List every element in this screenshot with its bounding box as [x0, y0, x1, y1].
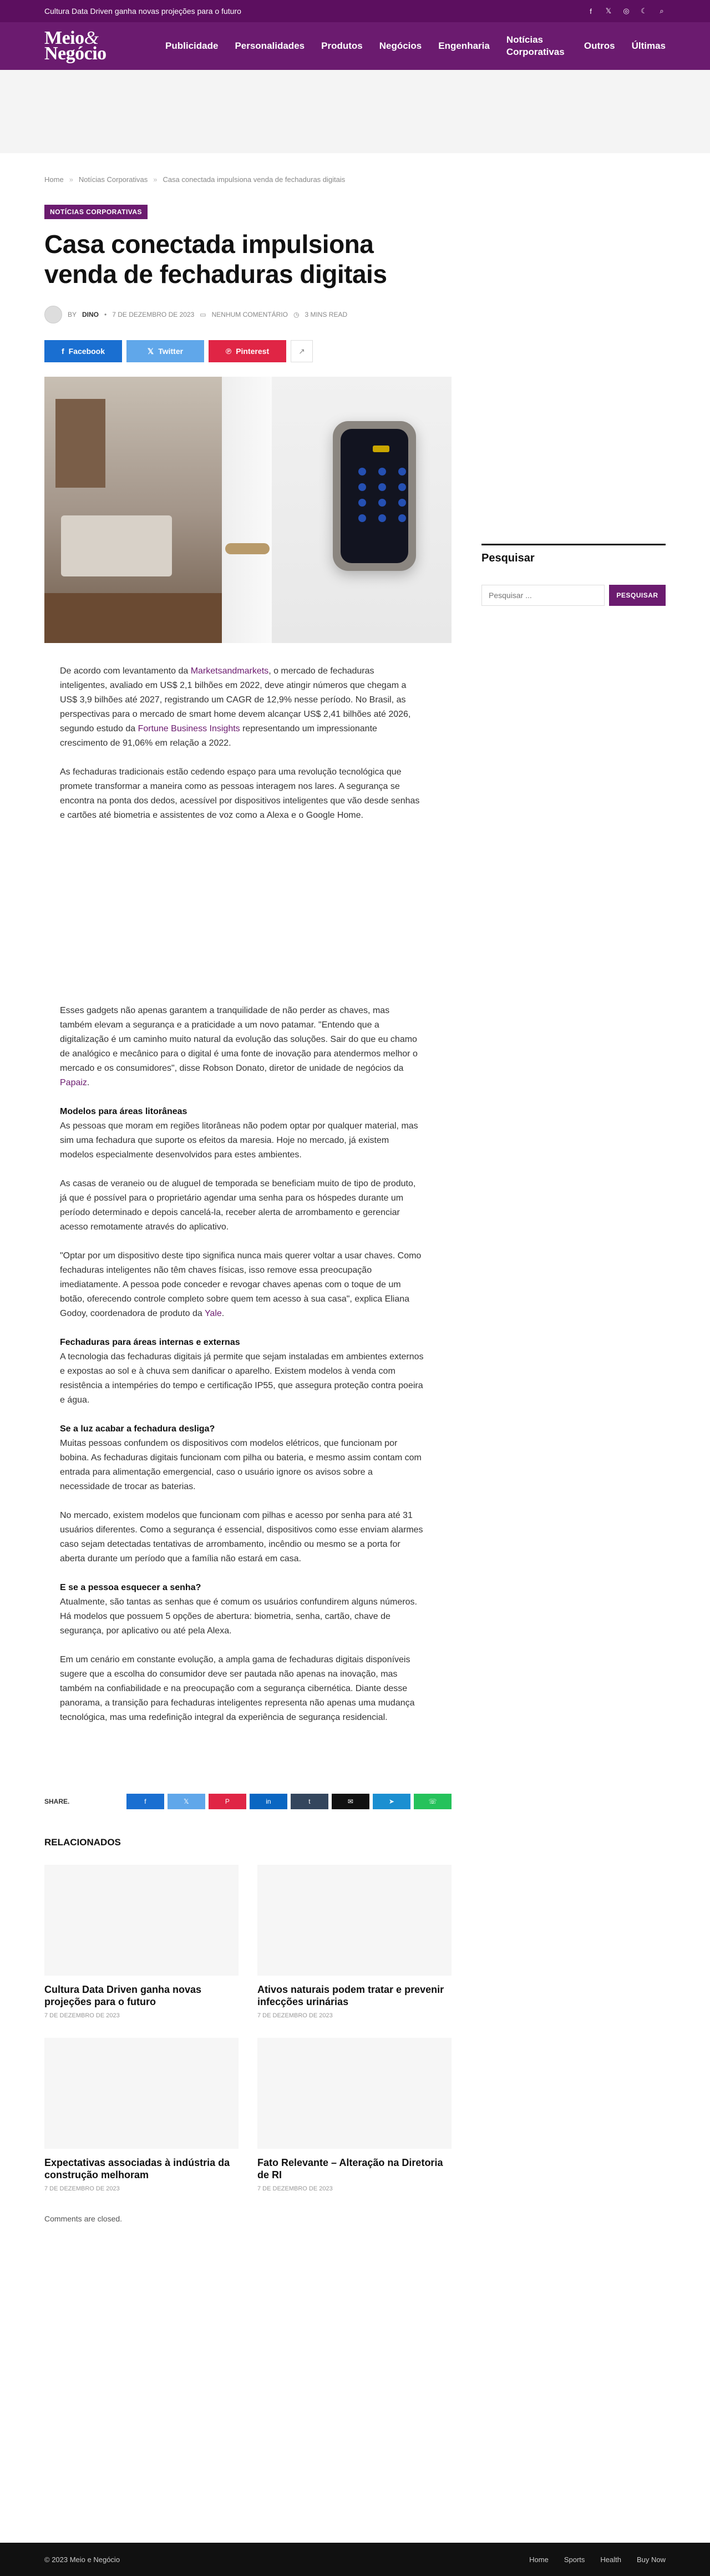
share-twitter-label: Twitter — [158, 347, 184, 356]
article-title: Casa conectada impulsiona venda de fechaduras digitais — [44, 230, 387, 289]
related-date: 7 DE DEZEMBRO DE 2023 — [44, 2012, 120, 2019]
ticker-link[interactable]: Cultura Data Driven ganha novas projeções para o futuro — [44, 7, 241, 16]
avatar[interactable] — [44, 306, 62, 323]
breadcrumb-separator: » — [153, 175, 158, 184]
logo-word-negocio: Negócio — [44, 43, 106, 64]
fortune-link[interactable]: Fortune Business Insights — [138, 724, 240, 733]
search-widget-title: Pesquisar — [481, 552, 535, 564]
read-time: 3 MINS READ — [305, 311, 348, 318]
nav-item-publicidade[interactable]: Publicidade — [165, 41, 219, 51]
share-more-button[interactable]: ↗ — [291, 340, 313, 362]
lock-brand — [373, 446, 389, 452]
publish-date: 7 DE DEZEMBRO DE 2023 — [112, 311, 195, 318]
lock-face — [341, 429, 408, 563]
nav-menu — [165, 34, 666, 58]
featured-image — [44, 377, 452, 643]
share-telegram-icon[interactable]: ➤ — [373, 1794, 410, 1809]
paragraph: As pessoas que moram em regiões litorâneas não podem optar por qualquer material, mas sim uma fechadura que suporte os efeitos da maresia. Hoje no mercado, já existem modelos especialmente desenvolvidos para estes ambientes. — [60, 1121, 418, 1160]
footer-link-buy-now[interactable]: Buy Now — [636, 2555, 666, 2564]
related-title[interactable]: Fato Relevante – Alteração na Diretoria de RI — [257, 2157, 443, 2180]
related-title[interactable]: Expectativas associadas à indústria da construção melhoram — [44, 2157, 230, 2180]
x-icon: 𝕏 — [147, 346, 154, 356]
page-wrapper — [44, 153, 666, 2223]
smart-lock-image — [333, 421, 416, 571]
paragraph: As fechaduras tradicionais estão cedendo espaço para uma revolução tecnológica que promete transformar a maneira como as pessoas interagem nos lares. A segurança se encontra na ponta dos dedos, acessível por dispositivos inteligentes que vão desde senhas e cartões até biometria e assistentes de voz como a Alexa e o Google Home. — [60, 767, 420, 820]
clock-icon: ◷ — [293, 311, 300, 318]
shelf — [55, 399, 105, 488]
search-icon[interactable]: ⌕ — [660, 7, 664, 15]
site-logo[interactable] — [44, 28, 106, 64]
door-handle — [225, 543, 270, 554]
paragraph — [60, 1004, 424, 1090]
share-label: SHARE. — [44, 1798, 70, 1805]
search-button[interactable]: PESQUISAR — [609, 585, 666, 606]
nav-item-produtos[interactable]: Produtos — [321, 41, 363, 51]
text: . — [221, 1309, 225, 1318]
paragraph: Muitas pessoas confundem os dispositivos com modelos elétricos, que funcionam por bobina. As fechaduras digitais funcionam com pilha ou bateria, e mesmo assim contam com entrada para alimentação emergencial, caso o usuário ignore os avisos sobre a necessidade de trocar as baterias. — [60, 1439, 422, 1491]
paragraph: Atualmente, são tantas as senhas que é comum os usuários confundirem alguns números. Há modelos que possuem 5 opções de abertura: biometria, senha, cartão, chave de segurança, por aplicativo ou até pela Alexa. — [60, 1597, 417, 1636]
share-email-icon[interactable]: ✉ — [332, 1794, 369, 1809]
marketsandmarkets-link[interactable]: Marketsandmarkets — [190, 666, 269, 676]
facebook-icon: f — [61, 347, 64, 356]
nav-item-ultimas[interactable]: Últimas — [631, 41, 666, 51]
papaiz-link[interactable]: Papaiz — [60, 1078, 87, 1087]
logo-ampersand: & — [84, 28, 99, 48]
breadcrumb-current: Casa conectada impulsiona venda de fechaduras digitais — [163, 175, 346, 184]
share-twitter-button[interactable] — [126, 340, 204, 362]
paragraph: A tecnologia das fechaduras digitais já permite que sejam instaladas em ambientes externos e expostas ao sol e à chuva sem danificar o aparelho. Existem modelos à venda com resistência a intempéries do tempo e certificação IP55, que assegura proteção contra poeira e água. — [60, 1352, 424, 1405]
related-thumbnail[interactable] — [44, 2038, 239, 2149]
text: De acordo com levantamento da — [60, 666, 191, 676]
related-post — [257, 2038, 452, 2192]
subheading: Modelos para áreas litorâneas — [60, 1107, 187, 1116]
article-body — [60, 664, 424, 1725]
comment-icon: ▭ — [200, 311, 206, 318]
wall — [272, 377, 452, 643]
inline-ad — [60, 837, 424, 1004]
footer — [0, 2543, 710, 2576]
nav-item-noticias-corporativas[interactable]: Notícias Corporativas — [506, 34, 565, 57]
footer-link-home[interactable]: Home — [529, 2555, 549, 2564]
living-room-photo — [44, 377, 222, 643]
related-thumbnail[interactable] — [44, 1865, 239, 1976]
logo-word-meio: Meio — [44, 28, 84, 48]
related-date: 7 DE DEZEMBRO DE 2023 — [257, 2185, 333, 2192]
author-link[interactable]: DINO — [82, 311, 99, 318]
share-bottom — [44, 1794, 452, 1809]
share-facebook-icon[interactable]: f — [126, 1794, 164, 1809]
top-bar — [0, 0, 710, 22]
footer-link-health[interactable]: Health — [600, 2555, 621, 2564]
text: , o mercado de fechaduras inteligentes, avaliado em US$ 2,1 bilhões em 2022, deve atingir números que chegam a US$ 3,9 bilhões até 2027, registrando um CAGR de 12,9% nesse período. No Brasil, as perspectivas para o mercado de smart home devem alcançar US$ 2,41 bilhões até 2026, segundo estudo da — [60, 666, 411, 733]
breadcrumb — [44, 175, 452, 184]
category-badge[interactable]: NOTÍCIAS CORPORATIVAS — [44, 205, 148, 219]
text: representando um impressionante crescimento de 91,06% em relação a 2022. — [60, 724, 377, 748]
paragraph: Em um cenário em constante evolução, a ampla gama de fechaduras digitais disponíveis sugere que a escolha do consumidor deve ser pautada não apenas na inovação, mas também na confiabilidade e na preocupação com a segurança cibernética. Diante desse panorama, a transição para fechaduras inteligentes representa não apenas uma mudança tecnológica, mas uma redefinição integral da experiência de segurança residencial. — [60, 1655, 415, 1722]
footer-links — [529, 2555, 666, 2564]
subheading: Se a luz acabar a fechadura desliga? — [60, 1424, 215, 1434]
related-post — [257, 1865, 452, 2019]
paragraph: No mercado, existem modelos que funcionam com pilhas e acesso por senha para até 31 usuários diferentes. Como a segurança é essencial, dispositivos como esse enviam alarmes caso sejam detectadas tentativas de arrombamento, incêndio ou mesmo se a porta for aberta durante um período que a família não estará em casa. — [60, 1511, 423, 1563]
nav-item-outros[interactable]: Outros — [584, 41, 615, 51]
related-date: 7 DE DEZEMBRO DE 2023 — [257, 2012, 333, 2019]
pinterest-icon: ℗ — [225, 347, 232, 356]
main-nav — [0, 22, 710, 70]
share-facebook-label: Facebook — [68, 347, 105, 356]
share-tumblr-icon[interactable]: t — [291, 1794, 328, 1809]
copyright: © 2023 Meio e Negócio — [44, 2555, 120, 2564]
dark-mode-icon[interactable]: ☾ — [641, 7, 647, 15]
lock-keypad — [358, 468, 407, 522]
share-pinterest-icon[interactable]: P — [209, 1794, 246, 1809]
nav-item-personalidades[interactable]: Personalidades — [235, 41, 305, 51]
subheading: E se a pessoa esquecer a senha? — [60, 1583, 201, 1592]
facebook-icon[interactable]: f — [590, 7, 592, 16]
share-pinterest-button[interactable] — [209, 340, 286, 362]
sidebar — [481, 175, 666, 2223]
related-title[interactable]: Ativos naturais podem tratar e prevenir infecções urinárias — [257, 1984, 444, 2007]
instagram-icon[interactable]: ◎ — [623, 7, 630, 15]
dot-separator: • — [104, 311, 107, 318]
social-icons — [587, 7, 666, 16]
sofa — [61, 515, 172, 576]
search-form — [481, 585, 666, 606]
text: Esses gadgets não apenas garantem a tranquilidade de não perder as chaves, mas também elevam a segurança e a praticidade a um novo patamar. "Entendo que a digitalização é um caminho muito natural da evolução das soluções. Sair do que eu chamo de analógico e mecânico para o digital é uma fonte de inovação para atendermos melhor o mercado e os consumidores", disse Robson Donato, diretor de unidade de negócios da — [60, 1006, 418, 1073]
by-label: BY — [68, 311, 77, 318]
article-meta — [44, 306, 452, 323]
breadcrumb-category[interactable]: Notícias Corporativas — [78, 175, 148, 184]
yale-link[interactable]: Yale — [204, 1309, 222, 1318]
nav-item-negocios[interactable]: Negócios — [379, 41, 422, 51]
share-top — [44, 340, 452, 362]
related-posts — [44, 1865, 452, 2192]
paragraph — [60, 664, 424, 751]
text: "Optar por um dispositivo deste tipo significa nunca mais querer voltar a usar chaves. Como fechaduras inteligentes não têm chaves físicas, isso remove essa preocupação imediatamente. A pessoa pode conceder e revogar chaves apenas com o toque de um botão, oferecendo controle completo sobre quem tem acesso à sua casa", explica Eliana Godoy, coordenadora de produto da — [60, 1251, 422, 1318]
related-heading: RELACIONADOS — [44, 1837, 121, 1848]
sidebar-divider — [481, 544, 666, 545]
share-whatsapp-icon[interactable]: ☏ — [414, 1794, 452, 1809]
comments-closed-notice: Comments are closed. — [44, 2214, 123, 2223]
share-facebook-button[interactable] — [44, 340, 122, 362]
related-post — [44, 2038, 239, 2192]
paragraph: As casas de veraneio ou de aluguel de temporada se beneficiam muito de tipo de produto, já que é possível para o proprietário agendar uma senha para os hóspedes durante um período determinado e depois cancelá-la, receber alerta de arrombamento e gerenciar acesso remotamente através do aplicativo. — [60, 1179, 416, 1232]
text: . — [87, 1078, 90, 1087]
door — [222, 377, 272, 643]
subheading: Fechaduras para áreas internas e externas — [60, 1338, 240, 1347]
related-thumbnail[interactable] — [257, 2038, 452, 2149]
related-post — [44, 1865, 239, 2019]
table — [44, 593, 222, 643]
breadcrumb-separator: » — [69, 175, 73, 184]
ad-banner — [0, 70, 710, 153]
share-pinterest-label: Pinterest — [236, 347, 270, 356]
search-input[interactable] — [481, 585, 605, 606]
comments-link[interactable]: NENHUM COMENTÁRIO — [211, 311, 288, 318]
related-date: 7 DE DEZEMBRO DE 2023 — [44, 2185, 120, 2192]
x-icon[interactable]: 𝕏 — [605, 7, 612, 15]
related-title[interactable]: Cultura Data Driven ganha novas projeções para o futuro — [44, 1984, 202, 2007]
main-content — [44, 175, 452, 2223]
footer-link-sports[interactable]: Sports — [564, 2555, 585, 2564]
nav-item-engenharia[interactable]: Engenharia — [438, 41, 490, 51]
paragraph — [60, 1249, 424, 1321]
breadcrumb-home[interactable]: Home — [44, 175, 64, 184]
share-linkedin-icon[interactable]: in — [250, 1794, 287, 1809]
share-x-icon[interactable]: 𝕏 — [168, 1794, 205, 1809]
related-thumbnail[interactable] — [257, 1865, 452, 1976]
